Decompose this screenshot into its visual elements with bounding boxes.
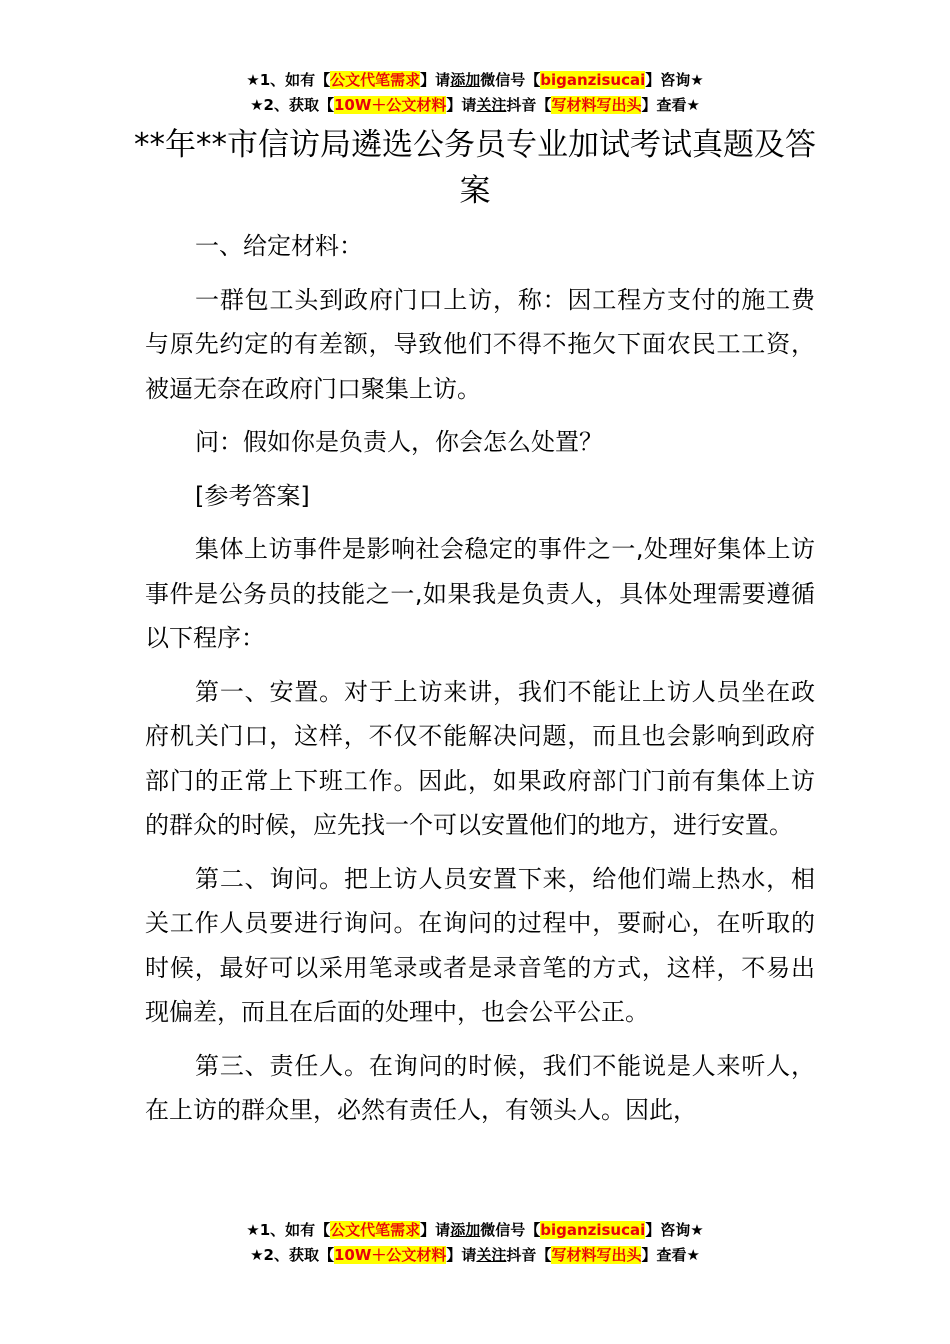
banner-text: 】查看★ [641,96,700,114]
banner-highlight: 写材料写出头 [551,96,642,114]
banner-emphasis: 添加 [450,1221,481,1239]
banner-text: 】请 [420,71,451,89]
banner-text: 微信号【 [480,1221,541,1239]
banner-line-1 [0,1218,950,1243]
question-paragraph: 问：假如你是负责人，你会怎么处置？ [195,428,603,456]
banner-text: 】咨询★ [645,71,704,89]
banner-emphasis: 添加 [450,71,481,89]
top-banner [0,68,950,118]
banner-text: 】请 [446,96,477,114]
banner-highlight: biganzisucai [540,71,646,89]
banner-text: 抖音【 [506,1246,552,1264]
banner-text: 抖音【 [506,96,552,114]
banner-text: ★2、获取【 [250,96,334,114]
answer-paragraph: 第一、安置。对于上访来讲，我们不能让上访人员坐在政府机关门口，这样，不仅不能解决问题，而且也会影响到政府部门的正常上下班工作。因此，如果政府部门门前有集体上访的群众的时候，应先找一个可以安置他们的地方，进行安置。 [145,677,815,839]
section-heading: 一、给定材料： [195,232,363,260]
document-title: **年**市信访局遴选公务员专业加试考试真题及答案 [134,127,816,209]
banner-highlight: 10W＋公文材料 [333,1246,447,1264]
banner-highlight: 公文代笔需求 [330,71,421,89]
banner-text: 】请 [420,1221,451,1239]
banner-text: 】咨询★ [645,1221,704,1239]
answer-paragraph: 第二、询问。把上访人员安置下来，给他们端上热水，相关工作人员要进行询问。在询问的过程中，要耐心，在听取的时候，最好可以采用笔录或者是录音笔的方式，这样，不易出现偏差，而且在后面的处理中，也会公平公正。 [145,864,815,1026]
banner-highlight: 公文代笔需求 [330,1221,421,1239]
banner-text: 】请 [446,1246,477,1264]
bottom-banner [0,1218,950,1268]
banner-highlight: 写材料写出头 [551,1246,642,1264]
banner-text: ★1、如有【 [246,71,331,89]
material-paragraph: 一群包工头到政府门口上访，称：因工程方支付的施工费与原先约定的有差额，导致他们不得不拖欠下面农民工工资，被逼无奈在政府门口聚集上访。 [145,285,815,403]
banner-line-1 [0,68,950,93]
banner-emphasis: 关注 [476,1246,507,1264]
banner-highlight: biganzisucai [540,1221,646,1239]
banner-line-2 [0,1243,950,1268]
answer-paragraph: 集体上访事件是影响社会稳定的事件之一,处理好集体上访事件是公务员的技能之一,如果我是负责人，具体处理需要遵循以下程序： [145,535,815,652]
banner-emphasis: 关注 [476,96,507,114]
answer-heading: [参考答案] [195,481,310,510]
banner-line-2 [0,93,950,118]
document-body [145,224,815,1142]
banner-text: 】查看★ [641,1246,700,1264]
banner-text: 微信号【 [480,71,541,89]
banner-text: ★2、获取【 [250,1246,334,1264]
banner-text: ★1、如有【 [246,1221,331,1239]
answer-paragraph: 第三、责任人。在询问的时候，我们不能说是人来听人，在上访的群众里，必然有责任人，有领头人。因此， [145,1051,815,1124]
banner-highlight: 10W＋公文材料 [333,96,447,114]
